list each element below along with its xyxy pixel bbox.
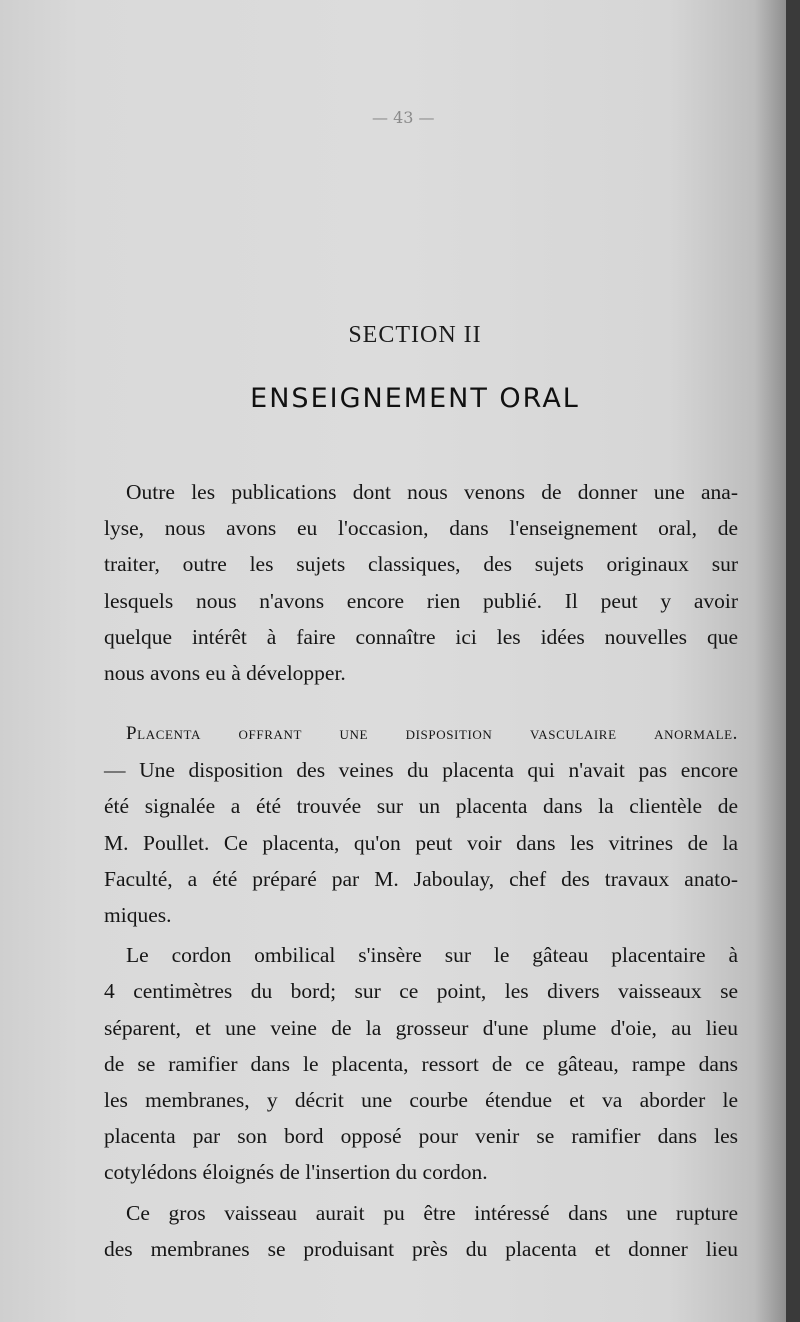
text-line: Outre les publications dont nous venons de donner une ana- <box>126 480 738 504</box>
text-line: cotylédons éloignés de l'insertion du cordon. <box>104 1160 488 1185</box>
text-line: M. Poullet. Ce placenta, qu'on peut voir dans les vitrines de la <box>104 830 738 855</box>
section-title: ENSEIGNEMENT ORAL <box>250 383 580 414</box>
article-heading: Placenta offrant une disposition vasculaire anormale. <box>126 723 738 744</box>
text-line: 4 centimètres du bord; sur ce point, les divers vaisseaux se <box>104 979 738 1004</box>
text-line: Ce gros vaisseau aurait pu être intéressé dans une rupture <box>126 1200 738 1225</box>
text-line: — Une disposition des veines du placenta qui n'avait pas encore <box>104 758 738 783</box>
text-line: les membranes, y décrit une courbe étendue et va aborder le <box>104 1088 738 1113</box>
text-line: miques. <box>104 903 172 928</box>
intro-paragraph <box>104 474 738 691</box>
text-line: quelque intérêt à faire connaître ici les idées nouvelles que <box>104 624 738 649</box>
section-label: SECTION II <box>348 322 482 348</box>
text-line: de se ramifier dans le placenta, ressort de ce gâteau, rampe dans <box>104 1051 738 1076</box>
text-line: lesquels nous n'avons encore rien publié. Il peut y avoir <box>104 588 738 613</box>
text-line: Faculté, a été préparé par M. Jaboulay, chef des travaux anato- <box>104 866 738 891</box>
text-line: séparent, et une veine de la grosseur d'une plume d'oie, au lieu <box>104 1015 738 1040</box>
text-line: lyse, nous avons eu l'occasion, dans l'enseignement oral, de <box>104 516 738 541</box>
text-line: Le cordon ombilical s'insère sur le gâteau placentaire à <box>126 943 738 968</box>
text-line: été signalée a été trouvée sur un placenta dans la clientèle de <box>104 794 738 819</box>
text-line: traiter, outre les sujets classiques, des sujets originaux sur <box>104 552 738 577</box>
page-number: — 43 — <box>372 108 435 127</box>
text-line: des membranes se produisant près du placenta et donner lieu <box>104 1236 738 1261</box>
text-line: placenta par son bord opposé pour venir se ramifier dans les <box>104 1124 738 1149</box>
text-line: nous avons eu à développer. <box>104 661 346 686</box>
article-section <box>104 716 738 1267</box>
